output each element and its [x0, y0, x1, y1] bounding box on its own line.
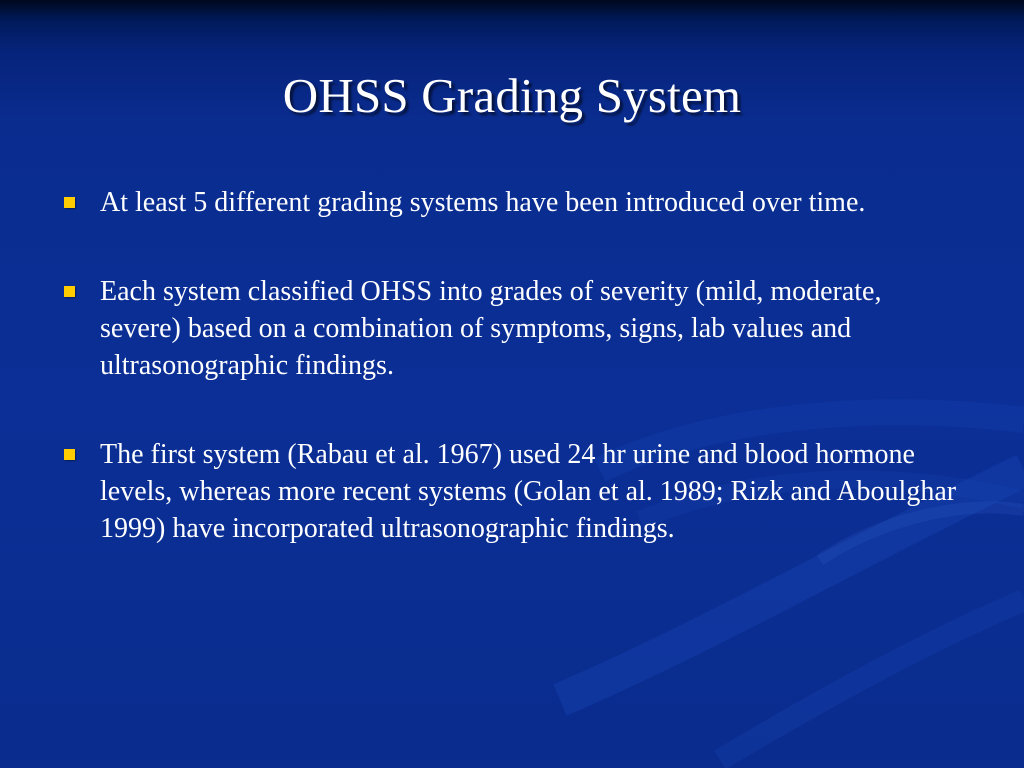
bullet-text: At least 5 different grading systems have been introduced over time. — [100, 187, 866, 218]
bullet-item — [58, 184, 968, 221]
square-bullet-icon — [64, 197, 75, 208]
square-bullet-icon — [64, 449, 75, 460]
bullet-list — [58, 184, 968, 547]
bullet-item — [58, 273, 968, 384]
bullet-item — [58, 436, 968, 547]
bullet-text: The first system (Rabau et al. 1967) used 24 hr urine and blood hormone levels, whereas more recent systems (Golan et al. 1989; Rizk and Aboulghar 1999) have incorporated ultrasonographic findings. — [100, 439, 957, 544]
slide-title: OHSS Grading System — [282, 68, 742, 123]
square-bullet-icon — [64, 286, 75, 297]
bullet-text: Each system classified OHSS into grades of severity (mild, moderate, severe) based on a combination of symptoms, signs, lab values and ultrasonographic findings. — [100, 276, 882, 381]
